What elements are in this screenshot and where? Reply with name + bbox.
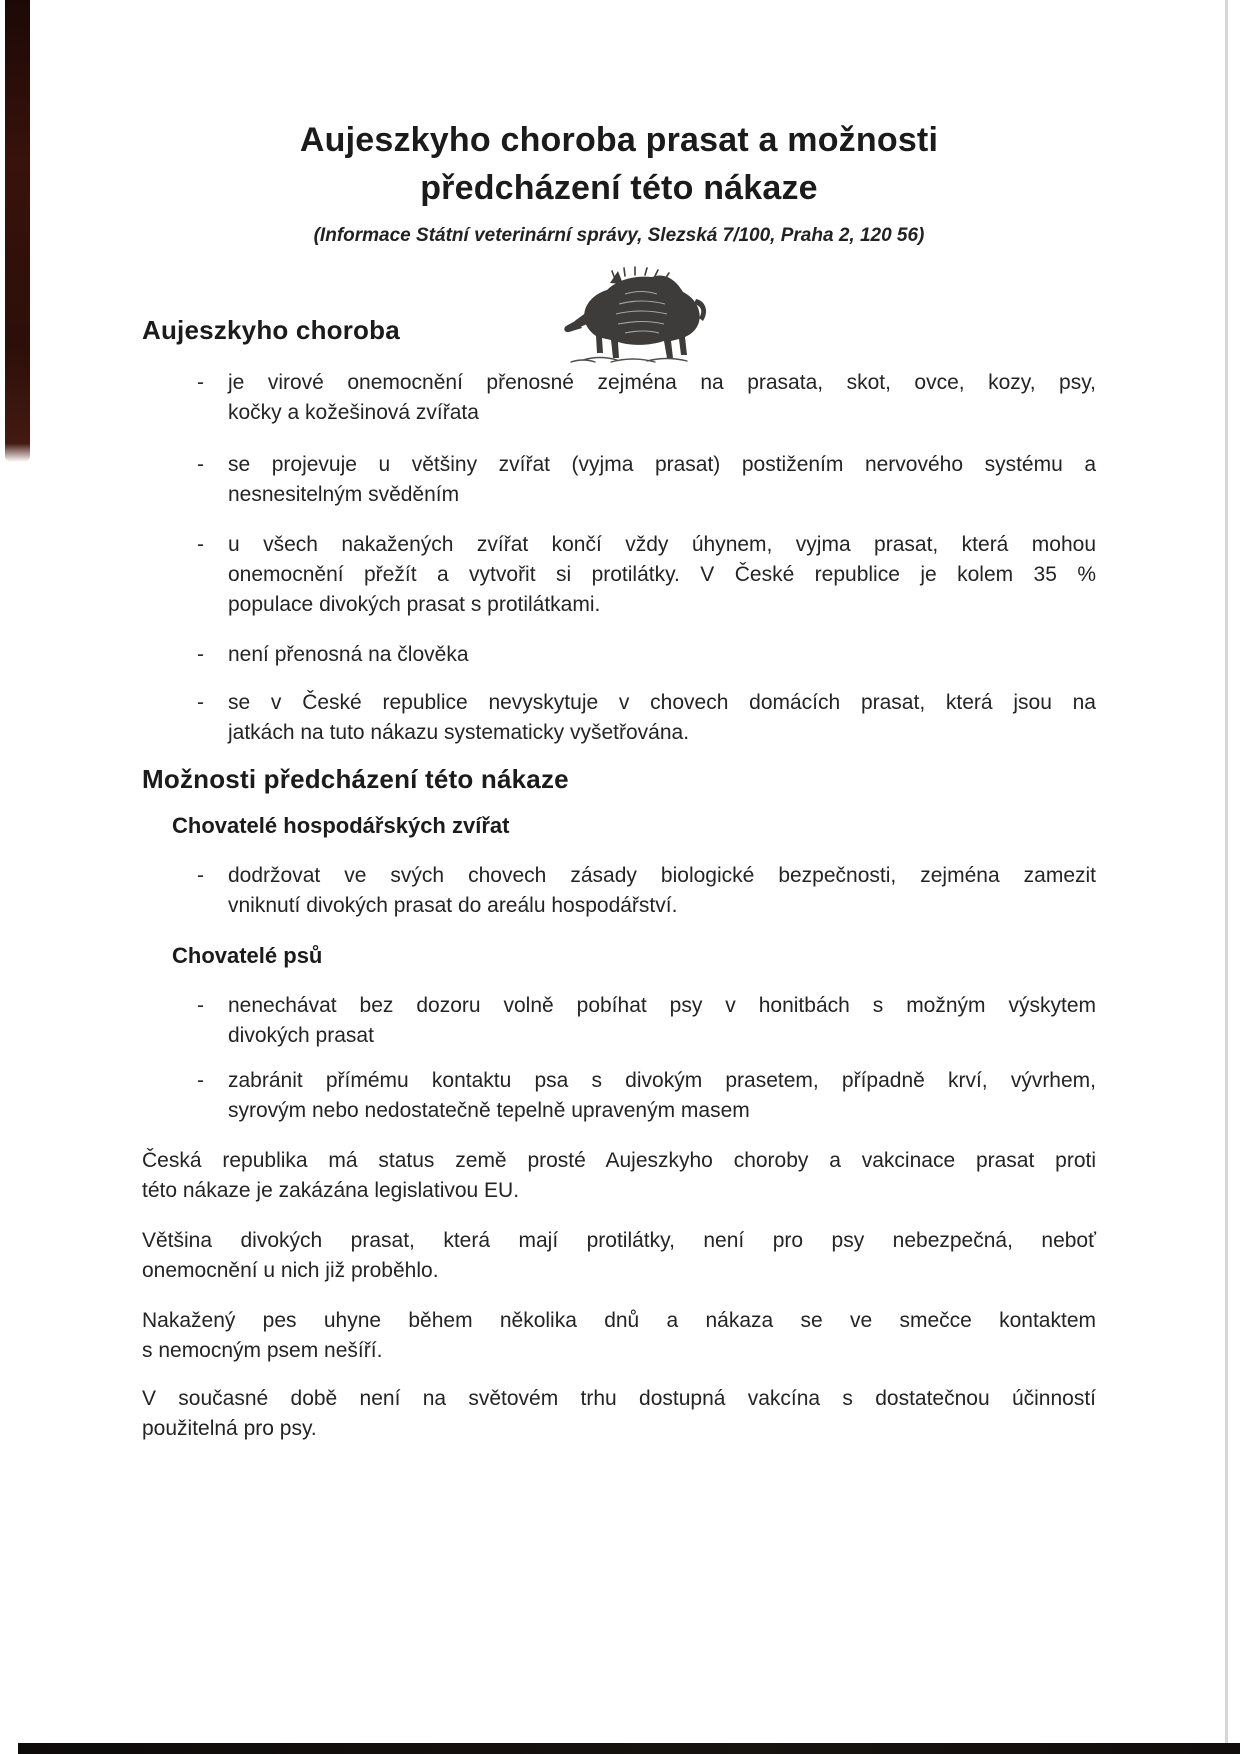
text-line: použitelná pro psy.: [142, 1417, 317, 1440]
text-line: této nákaze je zakázána legislativou EU.: [142, 1179, 520, 1202]
text-line: kočky a kožešinová zvířata: [228, 401, 479, 424]
text-line: s nemocným psem nešíří.: [142, 1339, 383, 1362]
text-line: V současné době není na světovém trhu dostupná vakcína s dostatečnou účinností: [142, 1387, 1096, 1410]
text-line: Nakažený pes uhyne během několika dnů a nákaza se ve smečce kontaktem: [142, 1309, 1096, 1332]
bullet-marker: -: [197, 1069, 204, 1092]
bullet-marker: -: [197, 453, 204, 476]
text-line: se projevuje u většiny zvířat (vyjma prasat) postižením nervového systému a: [228, 453, 1096, 476]
subsection-heading-farm-animal-keepers: Chovatelé hospodářských zvířat: [172, 813, 510, 838]
bullet-marker: -: [197, 691, 204, 714]
paragraph: [142, 1384, 1096, 1444]
text-line: onemocnění u nich již proběhlo.: [142, 1259, 439, 1282]
subsection-heading-dog-keepers: Chovatelé psů: [172, 943, 323, 968]
text-line: jatkách na tuto nákazu systematicky vyšetřována.: [228, 721, 690, 744]
bullet-item: [197, 368, 1096, 428]
section-heading-prevention: Možnosti předcházení této nákaze: [142, 764, 569, 794]
bullet-marker: -: [197, 994, 204, 1017]
text-line: Česká republika má status země prosté Aujeszkyho choroby a vakcinace prasat proti: [142, 1149, 1096, 1172]
bullet-marker: -: [197, 643, 204, 666]
section-heading-disease: Aujeszkyho choroba: [142, 315, 400, 345]
text-line: dodržovat ve svých chovech zásady biologické bezpečnosti, zejména zamezit: [228, 864, 1096, 887]
text-line: je virové onemocnění přenosné zejména na prasata, skot, ovce, kozy, psy,: [228, 371, 1096, 394]
bullet-marker: -: [197, 864, 204, 887]
text-line: divokých prasat: [228, 1024, 374, 1047]
paragraph: [142, 1146, 1096, 1206]
paragraph: [142, 1226, 1096, 1286]
bullet-item: [197, 688, 1096, 748]
bullet-item: [197, 530, 1096, 620]
text-line: onemocnění přežít a vytvořit si protilátky. V České republice je kolem 35 %: [228, 563, 1096, 586]
paragraph: [142, 1306, 1096, 1366]
text-line: populace divokých prasat s protilátkami.: [228, 593, 601, 616]
text-line: nenechávat bez dozoru volně pobíhat psy v honitbách s možným výskytem: [228, 994, 1096, 1017]
text-line: vniknutí divokých prasat do areálu hospodářství.: [228, 894, 678, 917]
text-line: zabránit přímému kontaktu psa s divokým prasetem, případně krví, vývrhem,: [228, 1069, 1096, 1092]
bullet-item: [197, 450, 1096, 510]
text-line: se v České republice nevyskytuje v chovech domácích prasat, která jsou na: [228, 691, 1096, 714]
bullet-item: [197, 640, 1096, 670]
text-line: není přenosná na člověka: [228, 643, 469, 666]
text-line: nesnesitelným svěděním: [228, 483, 460, 506]
bullet-marker: -: [197, 533, 204, 556]
scan-artifact-left-bar: [5, 0, 30, 462]
bullet-item: [197, 1066, 1096, 1126]
scan-artifact-right-edge-line: [1225, 0, 1228, 1754]
scan-artifact-bottom-bar: [18, 1743, 1240, 1754]
bullet-item: [197, 991, 1096, 1051]
bullet-marker: -: [197, 371, 204, 394]
document-title: [142, 116, 1096, 212]
text-line: u všech nakažených zvířat končí vždy úhynem, vyjma prasat, která mohou: [228, 533, 1096, 556]
text-line: syrovým nebo nedostatečně tepelně upraveným masem: [228, 1099, 750, 1122]
document-title-line1: Aujeszkyho choroba prasat a možnosti: [299, 121, 939, 159]
document-subtitle: (Informace Státní veterinární správy, Slezská 7/100, Praha 2, 120 56): [313, 225, 925, 246]
bullet-item: [197, 861, 1096, 921]
document-title-line2: předcházení této nákaze: [420, 169, 818, 207]
text-line: Většina divokých prasat, která mají protilátky, není pro psy nebezpečná, neboť: [142, 1229, 1096, 1252]
wild-boar-illustration: [553, 262, 717, 366]
